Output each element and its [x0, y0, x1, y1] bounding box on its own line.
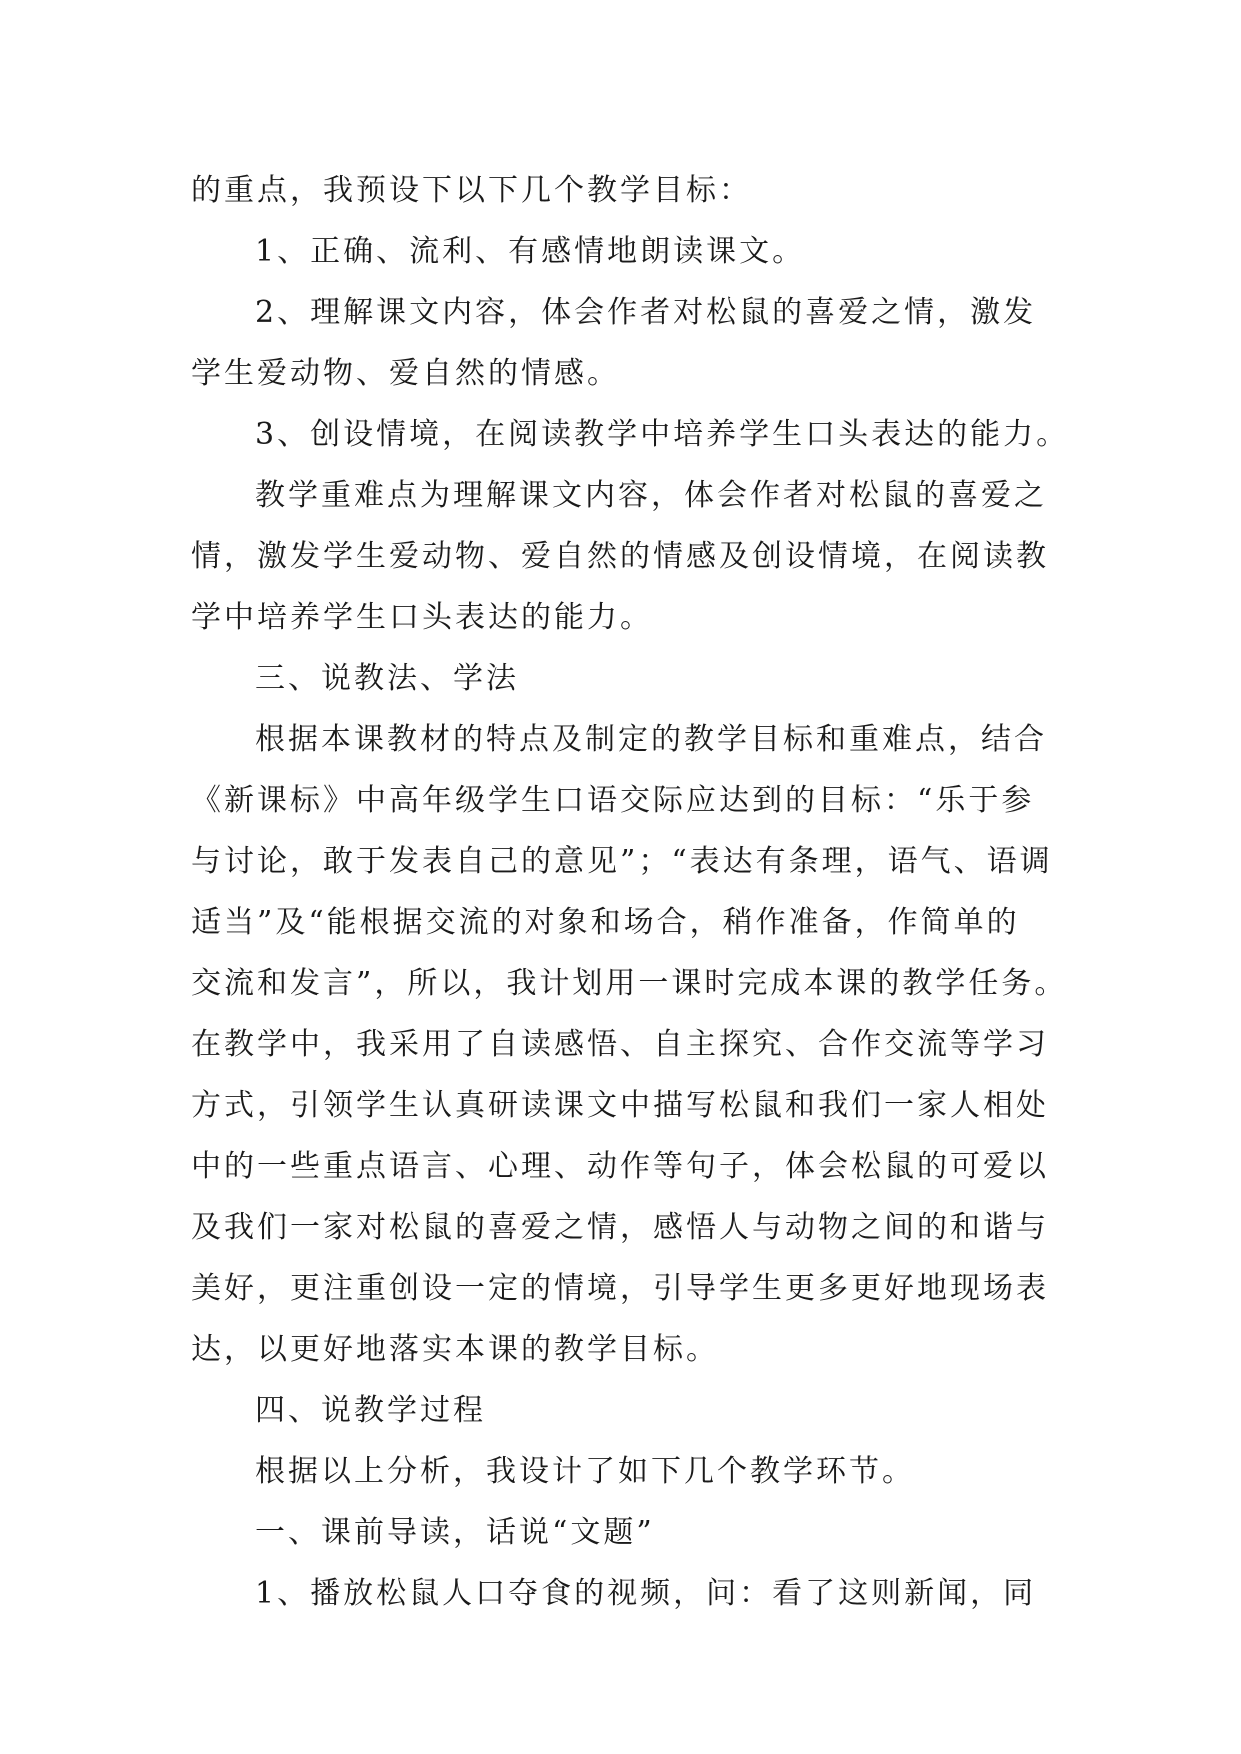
- text-line: 1、正确、流利、有感情地朗读课文。: [255, 234, 806, 269]
- text-line: 及我们一家对松鼠的喜爱之情，感悟人与动物之间的和谐与: [191, 1210, 1049, 1245]
- text-line: 情，激发学生爱动物、爱自然的情感及创设情境，在阅读教: [191, 539, 1049, 574]
- section-heading: 三、说教法、学法: [255, 661, 519, 696]
- text-line: 1、播放松鼠人口夺食的视频，问：看了这则新闻，同: [255, 1576, 1037, 1611]
- text-line: 适当”及“能根据交流的对象和场合，稍作准备，作简单的: [191, 905, 1020, 940]
- text-line: 与讨论，敢于发表自己的意见”；“表达有条理，语气、语调: [191, 844, 1053, 879]
- text-line: 方式，引领学生认真研读课文中描写松鼠和我们一家人相处: [191, 1088, 1049, 1123]
- subsection-heading: 一、课前导读，话说“文题”: [255, 1515, 655, 1550]
- text-line: 中的一些重点语言、心理、动作等句子，体会松鼠的可爱以: [191, 1149, 1049, 1184]
- text-line: 根据本课教材的特点及制定的教学目标和重难点，结合: [255, 722, 1047, 757]
- text-line: 学中培养学生口头表达的能力。: [191, 600, 653, 635]
- text-line: 的重点，我预设下以下几个教学目标：: [191, 173, 752, 208]
- text-line: 3、创设情境，在阅读教学中培养学生口头表达的能力。: [255, 417, 1070, 452]
- text-line: 美好，更注重创设一定的情境，引导学生更多更好地现场表: [191, 1271, 1049, 1306]
- text-line: 根据以上分析，我设计了如下几个教学环节。: [255, 1454, 915, 1489]
- text-line: 达，以更好地落实本课的教学目标。: [191, 1332, 719, 1367]
- text-line: 在教学中，我采用了自读感悟、自主探究、合作交流等学习: [191, 1027, 1049, 1062]
- document-body: [191, 160, 1070, 1624]
- text-line: 《新课标》中高年级学生口语交际应达到的目标：“乐于参: [191, 783, 1035, 818]
- text-line: 教学重难点为理解课文内容，体会作者对松鼠的喜爱之: [255, 478, 1047, 513]
- text-line: 交流和发言”，所以，我计划用一课时完成本课的教学任务。: [191, 966, 1068, 1001]
- text-line: 2、理解课文内容，体会作者对松鼠的喜爱之情，激发: [255, 295, 1037, 330]
- text-line: 学生爱动物、爱自然的情感。: [191, 356, 620, 391]
- section-heading: 四、说教学过程: [255, 1393, 486, 1428]
